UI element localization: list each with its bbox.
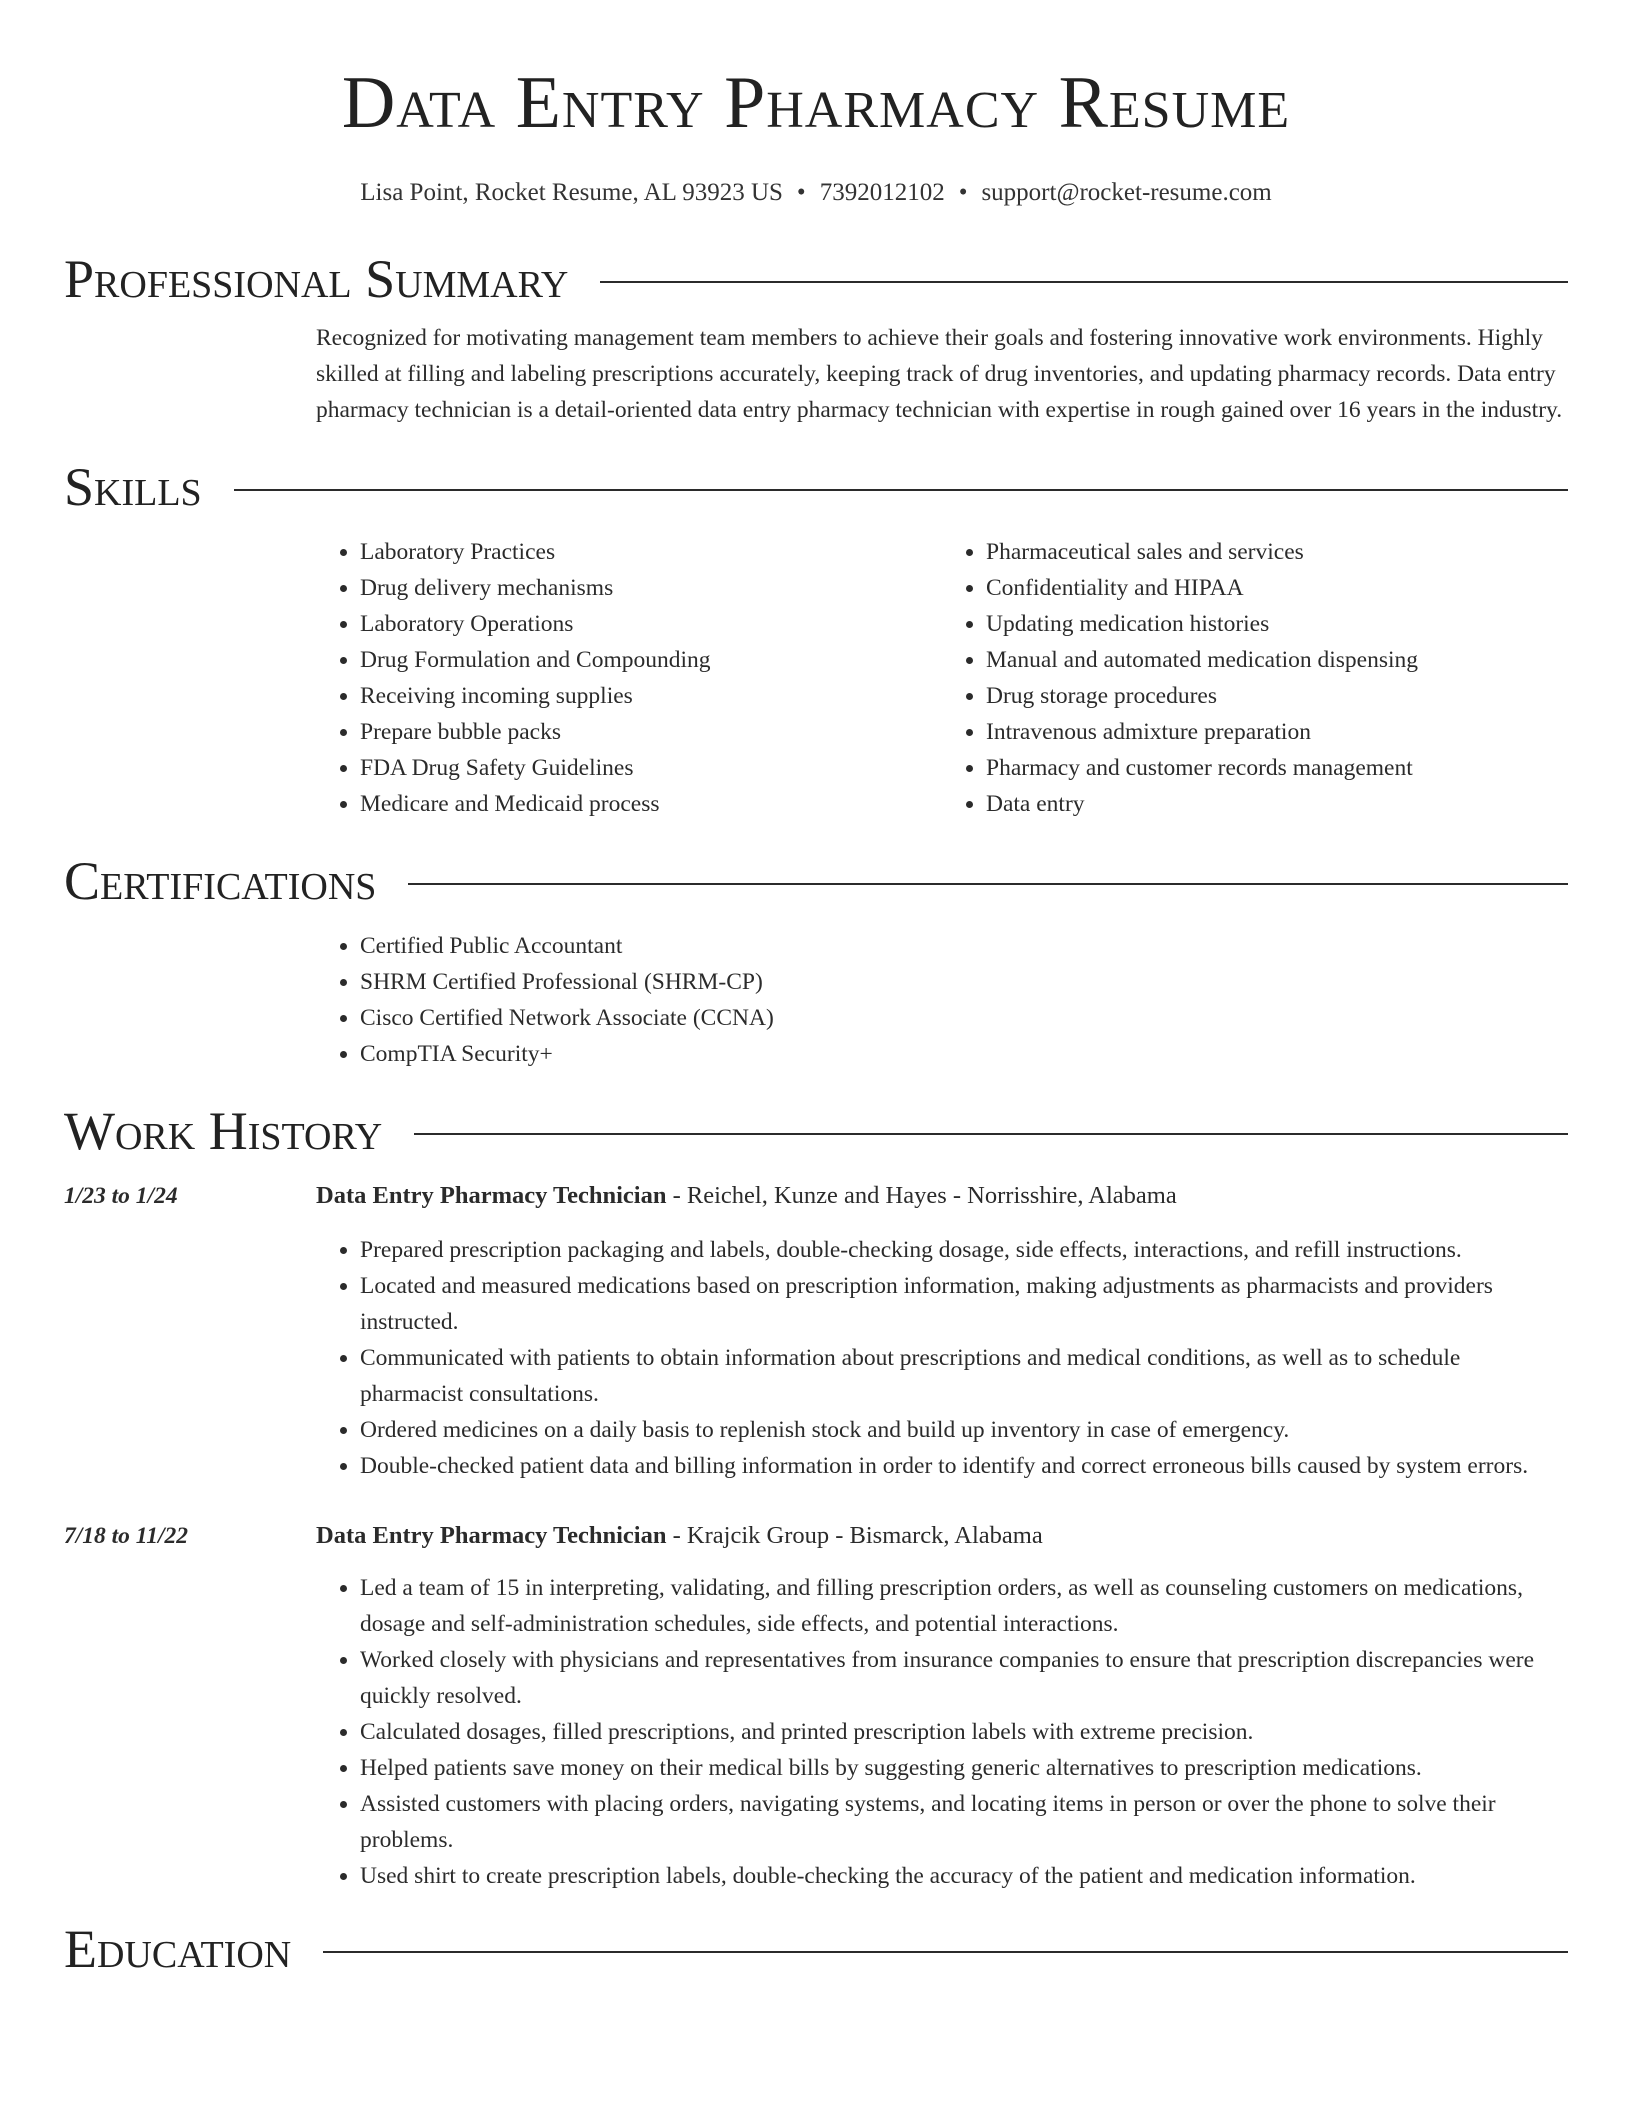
skill-item: • Medicare and Medicaid process [360, 786, 942, 822]
divider [414, 1133, 1568, 1135]
skill-item: • FDA Drug Safety Guidelines [360, 750, 942, 786]
skill-item: • Updating medication histories [986, 606, 1568, 642]
certification-item: • Certified Public Accountant [360, 928, 1568, 964]
job-bullet: • Led a team of 15 in interpreting, validating, and filling prescription orders, as well as counseling customers on medications, dosage and self-administration schedules, side effects, and potential interactions. [360, 1570, 1568, 1642]
skills-list [316, 534, 1568, 822]
skill-item: • Drug delivery mechanisms [360, 570, 942, 606]
section-heading: Skills [64, 457, 202, 517]
divider [234, 489, 1568, 491]
job-bullet: • Worked closely with physicians and representatives from insurance companies to ensure that prescription discrepancies were quickly resolved. [360, 1642, 1568, 1714]
certifications-items [316, 928, 1568, 1072]
job-dates: 7/18 to 11/22 [64, 1523, 189, 1549]
skill-item: • Drug storage procedures [986, 678, 1568, 714]
section-skills [64, 454, 1568, 520]
job-bullet: • Located and measured medications based on prescription information, making adjustments as pharmacists and providers instructed. [360, 1268, 1568, 1340]
skill-item: • Data entry [986, 786, 1568, 822]
job-title: Data Entry Pharmacy Technician [316, 1522, 667, 1549]
section-education [64, 1916, 1568, 1982]
certification-item: • Cisco Certified Network Associate (CCNA) [360, 1000, 1568, 1036]
job-entry [64, 1178, 1568, 1484]
section-heading: Education [64, 1919, 292, 1979]
page-title: Data Entry Pharmacy Resume [341, 62, 1291, 144]
section-professional-summary [64, 246, 1568, 312]
job-bullet: • Prepared prescription packaging and labels, double-checking dosage, side effects, interactions, and refill instructions. [360, 1232, 1568, 1268]
section-heading: Certifications [64, 851, 377, 911]
skill-item: • Pharmaceutical sales and services [986, 534, 1568, 570]
job-title: Data Entry Pharmacy Technician [316, 1182, 667, 1209]
skill-item: • Pharmacy and customer records management [986, 750, 1568, 786]
certifications-list [316, 928, 1568, 1072]
contact-phone: 7392012102 [819, 179, 945, 206]
skills-column-left [316, 534, 942, 822]
job-bullets [316, 1232, 1568, 1484]
certification-item: • CompTIA Security+ [360, 1036, 1568, 1072]
divider [408, 883, 1568, 885]
skills-column-right [942, 534, 1568, 822]
contact-email: support@rocket-resume.com [981, 179, 1272, 206]
skill-item: • Receiving incoming supplies [360, 678, 942, 714]
skill-item: • Drug Formulation and Compounding [360, 642, 942, 678]
job-heading [316, 1178, 1568, 1214]
separator: • [958, 179, 968, 206]
skill-item: • Intravenous admixture preparation [986, 714, 1568, 750]
job-bullets [316, 1570, 1568, 1894]
separator: • [796, 179, 806, 206]
job-bullet: • Helped patients save money on their medical bills by suggesting generic alternatives to prescription medications. [360, 1750, 1568, 1786]
certification-item: • SHRM Certified Professional (SHRM-CP) [360, 964, 1568, 1000]
skill-item: • Prepare bubble packs [360, 714, 942, 750]
job-heading [316, 1518, 1568, 1554]
divider [600, 281, 1568, 283]
contact-address: Lisa Point, Rocket Resume, AL 93923 US [360, 179, 783, 206]
section-work-history [64, 1098, 1568, 1164]
job-bullet: • Assisted customers with placing orders, navigating systems, and locating items in person or over the phone to solve their problems. [360, 1786, 1568, 1858]
job-company: - Reichel, Kunze and Hayes - Norrisshire, Alabama [666, 1182, 1177, 1209]
job-entry [64, 1518, 1568, 1894]
skill-item: • Manual and automated medication dispensing [986, 642, 1568, 678]
skill-item: • Laboratory Practices [360, 534, 942, 570]
section-heading: Professional Summary [64, 249, 569, 309]
skill-item: • Laboratory Operations [360, 606, 942, 642]
job-bullet: • Ordered medicines on a daily basis to replenish stock and build up inventory in case of emergency. [360, 1412, 1568, 1448]
job-bullet: • Double-checked patient data and billing information in order to identify and correct erroneous bills caused by system errors. [360, 1448, 1568, 1484]
section-certifications [64, 848, 1568, 914]
job-bullet: • Calculated dosages, filled prescriptions, and printed prescription labels with extreme precision. [360, 1714, 1568, 1750]
job-company: - Krajcik Group - Bismarck, Alabama [666, 1522, 1043, 1549]
job-bullet: • Used shirt to create prescription labels, double-checking the accuracy of the patient and medication information. [360, 1858, 1568, 1894]
summary-text: Recognized for motivating management team members to achieve their goals and fostering innovative work environments. Highly skilled at filling and labeling prescriptions accurately, keeping track of drug inventories, and updating pharmacy records. Data entry pharmacy technician is a detail-oriented data entry pharmacy technician with expertise in rough gained over 16 years in the industry. [316, 325, 1563, 423]
job-dates: 1/23 to 1/24 [64, 1183, 178, 1209]
job-bullet: • Communicated with patients to obtain information about prescriptions and medical conditions, as well as to schedule pharmacist consultations. [360, 1340, 1568, 1412]
section-heading: Work History [64, 1101, 383, 1161]
skill-item: • Confidentiality and HIPAA [986, 570, 1568, 606]
divider [323, 1951, 1568, 1953]
contact-line [0, 178, 1632, 208]
